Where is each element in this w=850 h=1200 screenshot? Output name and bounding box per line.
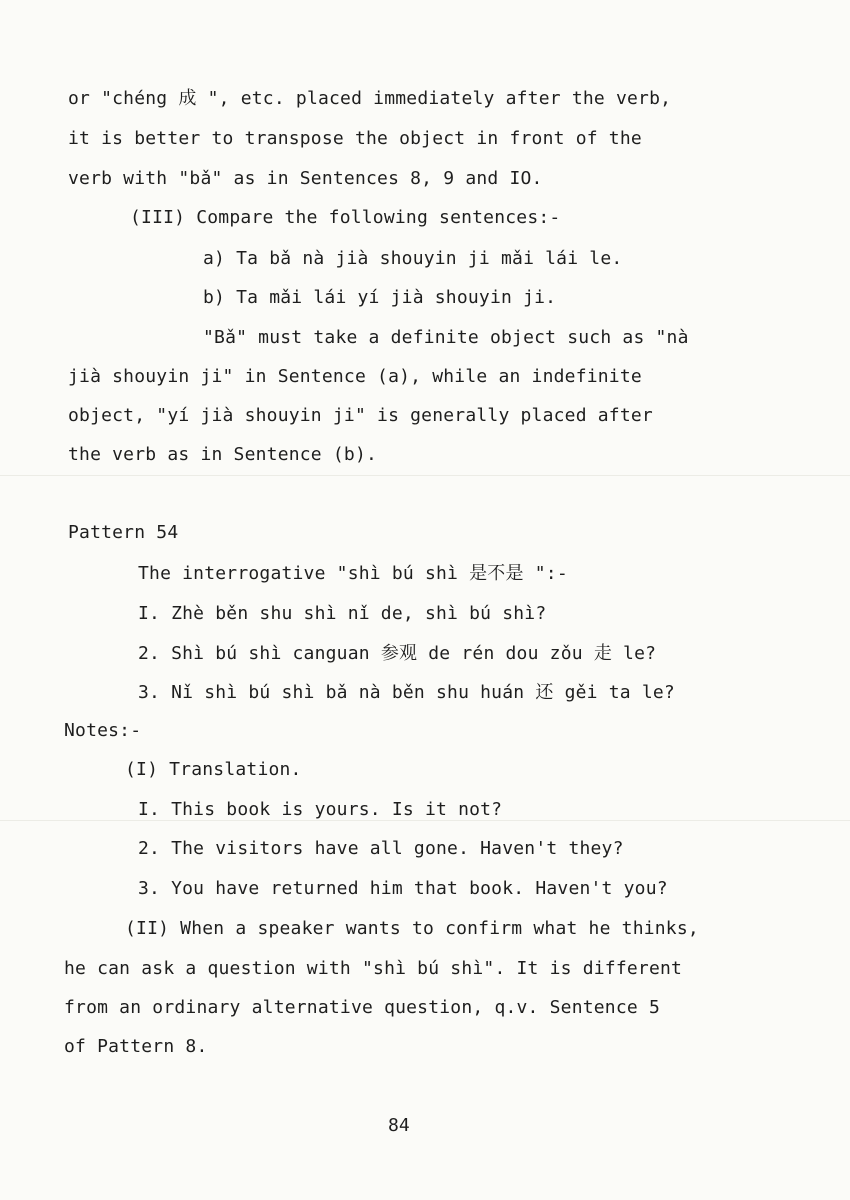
- paragraph-line: he can ask a question with "shì bú shì". It is different: [64, 958, 683, 979]
- chinese-character: 还: [535, 682, 554, 703]
- paragraph-line: object, "yí jià shouyin ji" is generally placed after: [68, 405, 653, 426]
- pattern-sentence: 3. Nǐ shì bú shì bǎ nà běn shu huán 还 gěi ta le?: [138, 682, 675, 703]
- notes-heading: (I) Translation.: [125, 759, 302, 780]
- paragraph-line: (II) When a speaker wants to confirm what he thinks,: [125, 918, 699, 939]
- paragraph-line: jià shouyin ji" in Sentence (a), while an indefinite: [68, 366, 642, 387]
- paragraph-line: it is better to transpose the object in front of the: [68, 128, 642, 149]
- scan-artifact-line: [0, 475, 850, 476]
- translation-line: 3. You have returned him that book. Haven't you?: [138, 878, 668, 899]
- pattern-title: Pattern 54: [68, 522, 179, 543]
- paragraph-line: the verb as in Sentence (b).: [68, 444, 378, 465]
- pattern-sentence: I. Zhè běn shu shì nǐ de, shì bú shì?: [138, 603, 547, 624]
- notes-label: Notes:-: [64, 720, 142, 741]
- example-sentence: b) Ta mǎi lái yí jià shouyin ji.: [203, 287, 557, 308]
- paragraph-line: or "chéng 成 ", etc. placed immediately after the verb,: [68, 88, 672, 109]
- pattern-intro: The interrogative "shì bú shì 是不是 ":-: [138, 563, 568, 584]
- paragraph-line: "Bǎ" must take a definite object such as "nà: [203, 327, 689, 348]
- chinese-character: 走: [593, 643, 613, 664]
- paragraph-line: from an ordinary alternative question, q.v. Sentence 5: [64, 997, 660, 1018]
- chinese-character: 成: [178, 88, 197, 109]
- example-sentence: a) Ta bǎ nà jià shouyin ji mǎi lái le.: [203, 248, 623, 269]
- page-number: 84: [388, 1115, 410, 1136]
- chinese-character: 是不是: [469, 563, 524, 584]
- section-heading: (III) Compare the following sentences:-: [130, 207, 561, 228]
- pattern-sentence: 2. Shì bú shì canguan 参观 de rén dou zǒu 走 le?: [138, 643, 657, 664]
- translation-line: 2. The visitors have all gone. Haven't they?: [138, 838, 624, 859]
- translation-line: I. This book is yours. Is it not?: [138, 799, 503, 820]
- paragraph-line: of Pattern 8.: [64, 1036, 208, 1057]
- paragraph-line: verb with "bǎ" as in Sentences 8, 9 and IO.: [68, 168, 543, 189]
- chinese-character: 参观: [380, 643, 418, 664]
